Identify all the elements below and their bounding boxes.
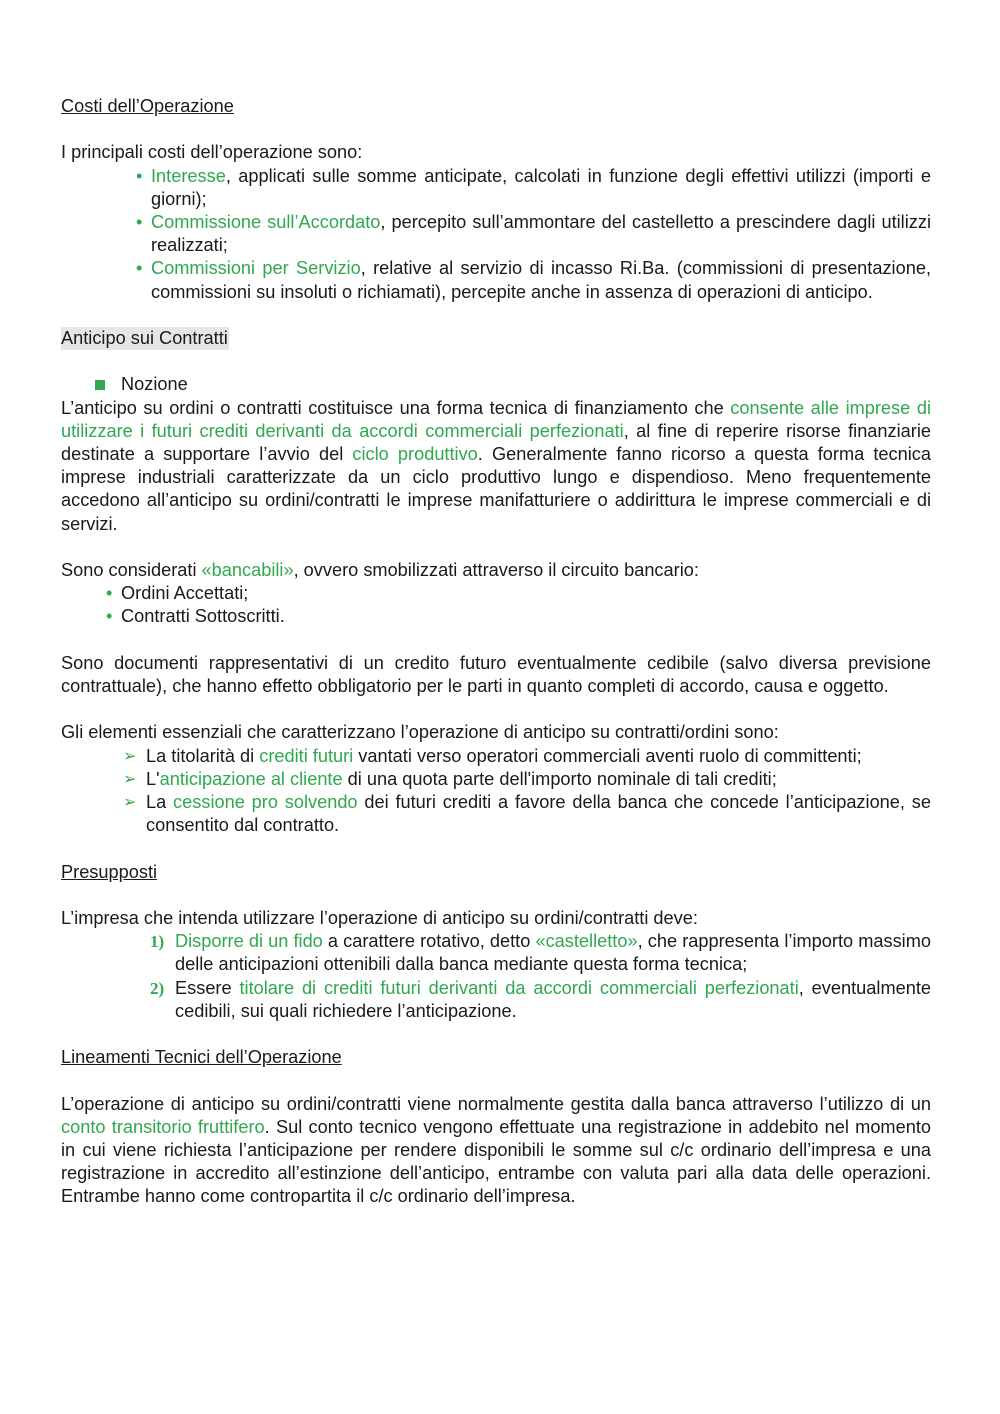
list-item: • Commissioni per Servizio, relative al servizio di incasso Ri.Ba. (commissioni di presentazione, commissioni su insoluti o richiamati), percepite anche in assenza di operazioni di anticipo. — [136, 258, 931, 302]
paragraph-nozione: L’anticipo su ordini o contratti costituisce una forma tecnica di finanziamento che consente alle imprese di utilizzare i futuri crediti derivanti da accordi commerciali perfezionati, al fine di reperire risorse finanziarie destinate a supportare l’avvio del ciclo produttivo. Generalmente fanno ricorso a questa forma tecnica imprese industriali caratterizzate da un ciclo produttivo lungo e dispendioso. Meno frequentemente accedono all’anticipo su ordini/contratti le imprese manifatturiere o addirittura le imprese commerciali e di servizi. — [61, 397, 932, 534]
list-item: ➢ La titolarità di crediti futuri vantati verso operatori commerciali aventi ruolo di committenti; — [61, 745, 931, 768]
paragraph-documenti: Sono documenti rappresentativi di un credito futuro eventualmente cedibile (salvo diversa previsione contrattuale), che hanno effetto obbligatorio per le parti in quanto completi di accordo, causa e oggetto. — [61, 652, 931, 696]
section-heading-presupposti: Presupposti — [61, 861, 158, 882]
nozione-item: Nozione — [61, 373, 931, 396]
highlighted-term: Interesse — [151, 165, 226, 186]
bullet-icon: • — [136, 212, 143, 232]
arrow-bullet-icon: ➢ — [123, 747, 137, 765]
square-bullet-icon — [95, 380, 105, 390]
highlighted-term: Commissione sull’Accordato — [151, 212, 381, 232]
document-page — [61, 95, 931, 1209]
bullet-icon: • — [136, 258, 143, 279]
list-item: 1) Disporre di un fido a carattere rotativo, detto «castelletto», che rappresenta l’importo massimo delle anticipazioni ottenibili dalla banca mediante questa forma tecnica; — [150, 931, 931, 975]
arrow-bullet-icon: ➢ — [123, 770, 137, 788]
paragraph-lineamenti: L’operazione di anticipo su ordini/contratti viene normalmente gestita dalla banca attraverso l’utilizzo di un conto transitorio fruttifero. Sul conto tecnico vengono effettuate una registrazione in addebito nel momento in cui viene richiesta l’anticipazione per rendere disponibili le somme sul c/c ordinario dell’impresa e una registrazione in accredito all’estinzione dell’anticipo, entrambe con valuta pari alla data delle operazioni. Entrambe hanno come contropartita il c/c ordinario dell’impresa. — [61, 1093, 931, 1207]
bullet-icon: • — [106, 583, 113, 604]
list-item: • Commissione sull’Accordato, percepito sull’ammontare del castelletto a prescindere dagli utilizzi realizzati; — [136, 212, 931, 256]
list-item: • Ordini Accettati; — [61, 582, 931, 605]
arrow-bullet-icon: ➢ — [123, 794, 137, 811]
elementi-intro: Gli elementi essenziali che caratterizzano l’operazione di anticipo su contratti/ordini sono: — [61, 722, 779, 743]
list-item: 2) Essere titolare di crediti futuri derivanti da accordi commerciali perfezionati, eventualmente cedibili, sui quali richiedere l’anticipazione. — [150, 977, 931, 1021]
bullet-icon: • — [106, 606, 113, 627]
number-marker: 1) — [150, 932, 165, 952]
list-item: • Interesse, applicati sulle somme anticipate, calcolati in funzione degli effettivi utilizzi (importi e giorni); — [136, 165, 931, 209]
section-heading-anticipo: Anticipo sui Contratti — [61, 327, 229, 350]
bullet-icon: • — [136, 165, 143, 186]
list-item: ➢ La cessione pro solvendo dei futuri crediti a favore della banca che concede l’anticipazione, se consentito dal contratto. — [123, 792, 931, 836]
section-heading-lineamenti: Lineamenti Tecnici dell’Operazione — [61, 1047, 342, 1068]
presupposti-intro: L’impresa che intenda utilizzare l’operazione di anticipo su ordini/contratti deve: — [61, 907, 698, 928]
highlighted-term: Commissioni per Servizio — [151, 258, 361, 279]
paragraph-bancabili: Sono considerati «bancabili», ovvero smobilizzati attraverso il circuito bancario: — [61, 560, 699, 580]
list-item: ➢ L'anticipazione al cliente di una quota parte dell'importo nominale di tali crediti; — [61, 768, 931, 791]
costi-intro: I principali costi dell’operazione sono: — [61, 142, 363, 163]
list-item: • Contratti Sottoscritti. — [61, 605, 931, 628]
section-heading-costi: Costi dell’Operazione — [61, 96, 234, 116]
number-marker: 2) — [150, 978, 165, 998]
